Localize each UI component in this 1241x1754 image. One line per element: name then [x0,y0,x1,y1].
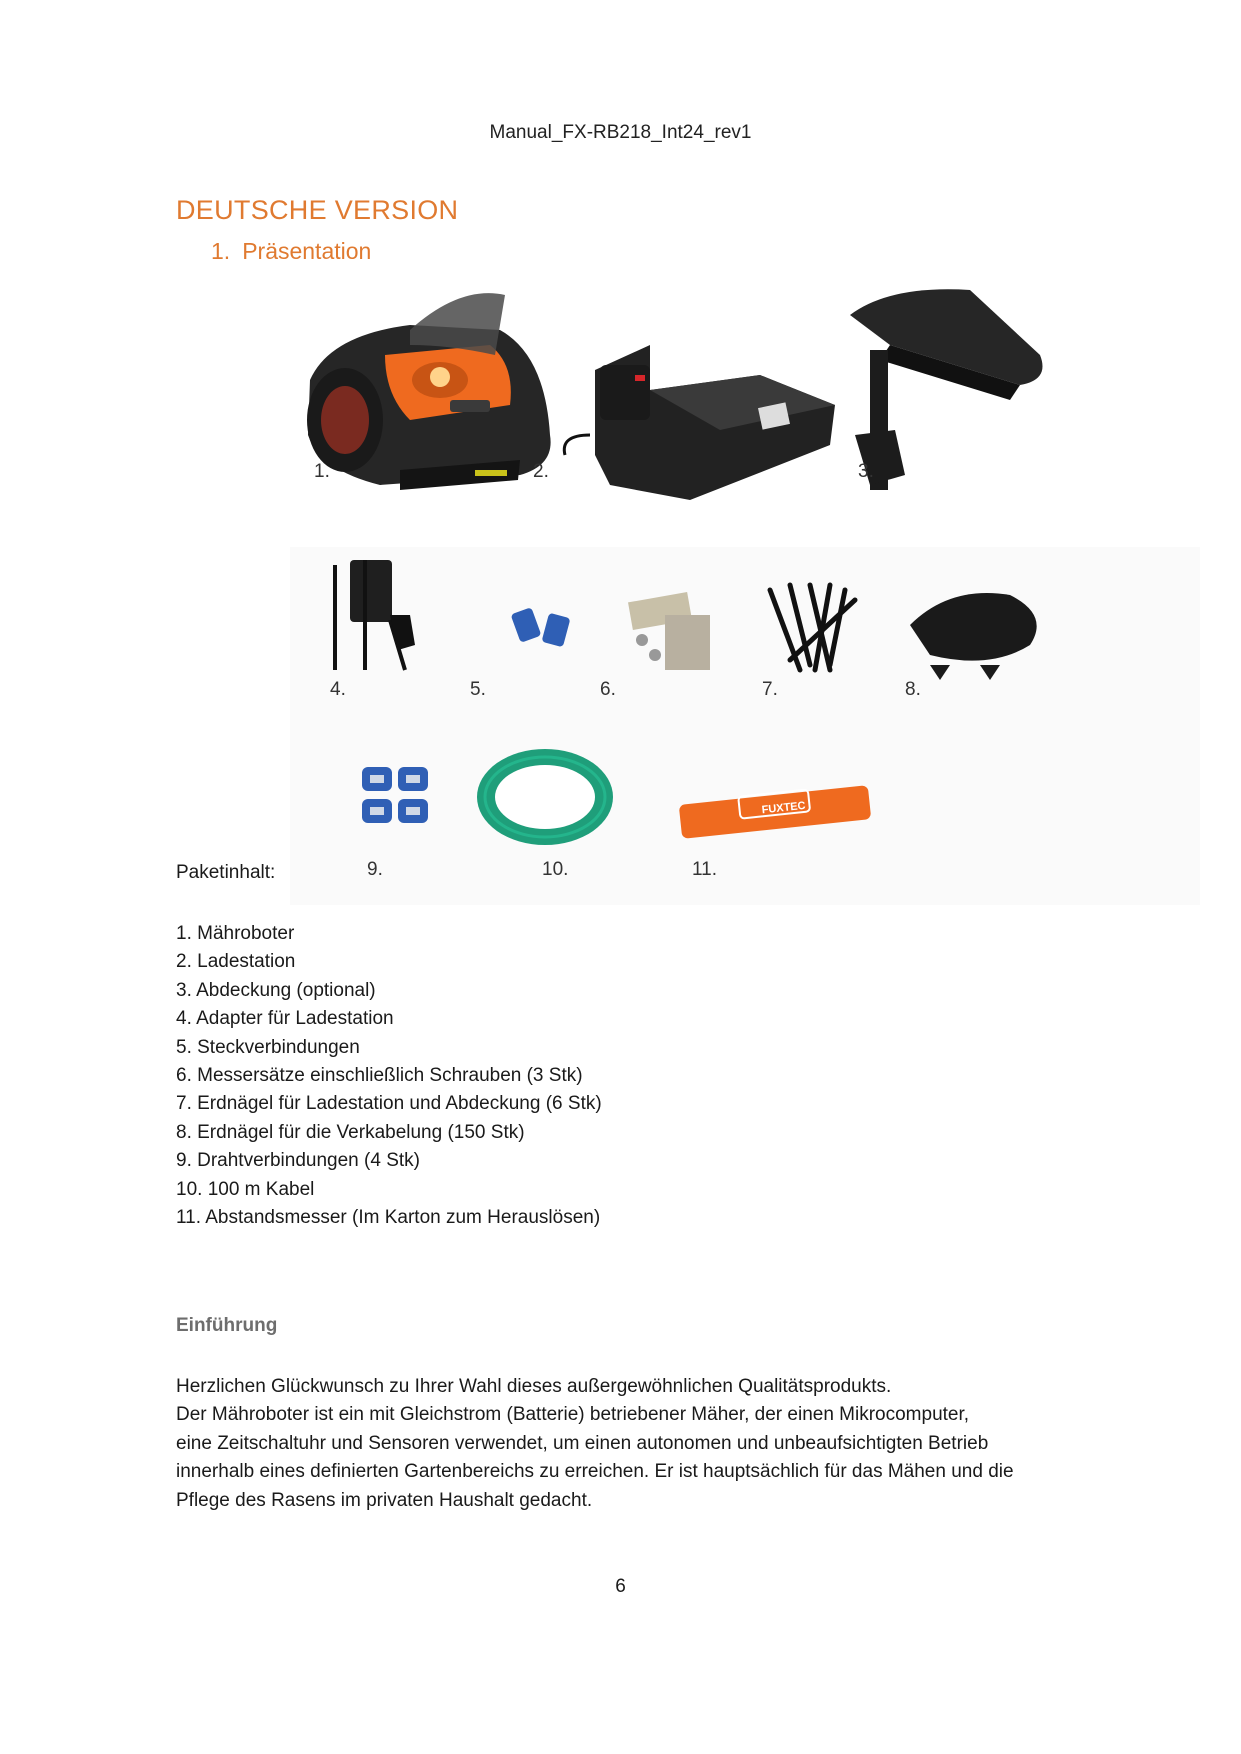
list-item: 2. Ladestation [176,951,296,973]
list-item: 1. Mähroboter [176,923,295,944]
list-item: 7. Erdnägel für Ladestation und Abdeckung (6 Stk) [176,1093,602,1115]
item-label-5: 5. [470,679,486,700]
list-item: 11. Abstandsmesser (Im Karton zum Herauslösen) [176,1206,601,1228]
list-item: 10. 100 m Kabel [176,1178,315,1200]
cable-coil-image [477,749,613,845]
item-label-7: 7. [762,679,778,700]
paragraph-line: Herzlichen Glückwunsch zu Ihrer Wahl dieses außergewöhnlichen Qualitätsprodukts. [176,1376,892,1397]
gauge-brand-text: FUXTEC [761,799,807,817]
paragraph-line: Der Mähroboter ist ein mit Gleichstrom (Batterie) betriebener Mäher, der einen Mikrocomputer, [176,1404,970,1426]
item-label-4-text: 4. [330,679,346,700]
list-item: 8. Erdnägel für die Verkabelung (150 Stk) [176,1121,525,1143]
photo-background [290,547,1200,905]
product-figure [290,285,1200,905]
subsection-title [211,238,371,265]
document-header: Manual_FX-RB218_Int24_rev1 [489,122,752,143]
paragraph-line: eine Zeitschaltuhr und Sensoren verwendet, um einen autonomen und unbeaufsichtigten Betrieb [176,1432,989,1454]
item-label-2: 2. [533,461,549,482]
product-illustration [290,285,1200,905]
package-contents-label: Paketinhalt: [176,862,276,883]
intro-paragraph [176,1373,1076,1515]
list-item: 3. Abdeckung (optional) [176,979,376,1001]
paragraph-line: Pflege des Rasens im privaten Haushalt gedacht. [176,1489,593,1511]
mower-image [307,293,551,490]
section-title: DEUTSCHE VERSION [176,195,459,225]
charging-station-image [564,345,835,500]
package-contents-list [176,920,602,1232]
intro-heading: Einführung [176,1315,278,1336]
item-label-10: 10. [542,859,569,880]
list-item: 4. Adapter für Ladestation [176,1008,394,1030]
list-item: 5. Steckverbindungen [176,1036,360,1058]
page-number: 6 [615,1576,626,1597]
item-label-3: 3. [858,461,874,482]
list-item: 9. Drahtverbindungen (4 Stk) [176,1150,420,1172]
subsection-label: Präsentation [242,238,372,264]
item-label-1: 1. [314,461,330,482]
item-label-8: 8. [905,679,921,700]
cover-image [850,289,1043,490]
item-label-6: 6. [600,679,616,700]
item-label-9: 9. [367,859,383,880]
list-item: 6. Messersätze einschließlich Schrauben (3 Stk) [176,1064,583,1086]
subsection-number: 1. [211,238,231,264]
paragraph-line: innerhalb eines definierten Gartenbereichs zu erreichen. Er ist hauptsächlich für das Mähen und die [176,1461,1014,1483]
item-label-11: 11. [692,859,718,880]
